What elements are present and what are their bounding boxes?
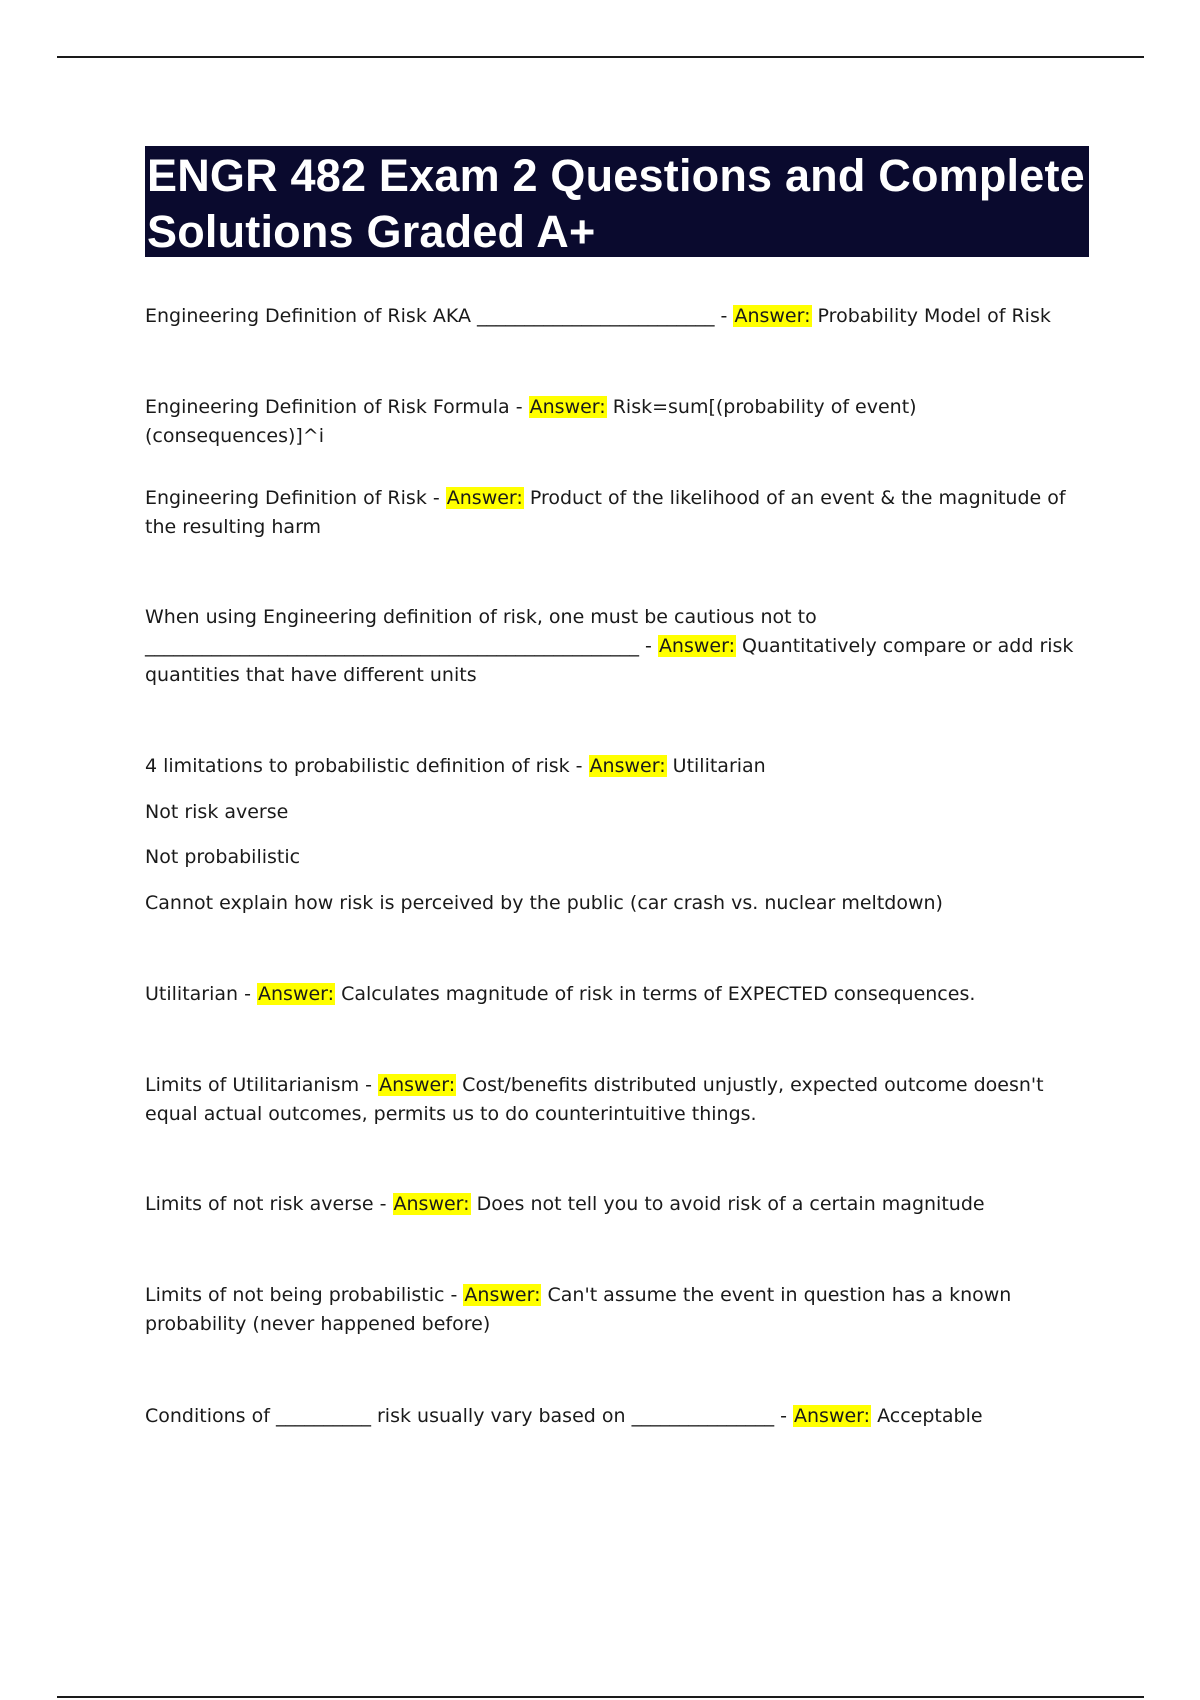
question-text: When using Engineering definition of risk, one must be cautious not to ____________________________________________________ - bbox=[145, 606, 817, 657]
qa-item bbox=[145, 1402, 1085, 1431]
question-text: 4 limitations to probabilistic definition of risk - bbox=[145, 755, 589, 777]
answer-label: Answer: bbox=[393, 1193, 470, 1215]
answer-continuation: Cannot explain how risk is perceived by the public (car crash vs. nuclear meltdown) bbox=[145, 892, 943, 914]
answer-text: Acceptable bbox=[877, 1405, 983, 1427]
qa-item bbox=[145, 1190, 1085, 1219]
answer-text: Probability Model of Risk bbox=[817, 305, 1051, 327]
qa-item bbox=[145, 1071, 1085, 1129]
answer-text: Product of the likelihood of an event & the magnitude of the resulting harm bbox=[145, 487, 1066, 538]
qa-item bbox=[145, 393, 1085, 451]
answer-label: Answer: bbox=[258, 983, 335, 1005]
question-text: Conditions of __________ risk usually vary based on _______________ - bbox=[145, 1405, 794, 1427]
qa-item bbox=[145, 1281, 1085, 1339]
answer-continuation: Not probabilistic bbox=[145, 846, 301, 868]
answer-label: Answer: bbox=[658, 635, 735, 657]
qa-item bbox=[145, 484, 1085, 542]
answer-label: Answer: bbox=[589, 755, 666, 777]
bottom-rule bbox=[57, 1696, 1144, 1698]
answer-label: Answer: bbox=[379, 1074, 456, 1096]
question-text: Engineering Definition of Risk AKA _________________________ - bbox=[145, 305, 734, 327]
question-text: Limits of not being probabilistic - bbox=[145, 1284, 464, 1306]
answer-text: Does not tell you to avoid risk of a certain magnitude bbox=[476, 1193, 985, 1215]
answer-label: Answer: bbox=[794, 1405, 871, 1427]
answer-label: Answer: bbox=[446, 487, 523, 509]
qa-item bbox=[145, 302, 1085, 331]
question-text: Utilitarian - bbox=[145, 983, 257, 1005]
question-text: Limits of not risk averse - bbox=[145, 1193, 393, 1215]
qa-item bbox=[145, 603, 1085, 690]
answer-label: Answer: bbox=[734, 305, 811, 327]
top-rule bbox=[57, 56, 1144, 58]
answer-text: Can't assume the event in question has a known probability (never happened before) bbox=[145, 1284, 1012, 1335]
title-banner bbox=[145, 146, 1089, 257]
question-text: Limits of Utilitarianism - bbox=[145, 1074, 379, 1096]
question-text: Engineering Definition of Risk - bbox=[145, 487, 446, 509]
answer-label: Answer: bbox=[464, 1284, 541, 1306]
answer-text: Quantitatively compare or add risk quantities that have different units bbox=[145, 635, 1074, 686]
qa-item bbox=[145, 980, 1085, 1009]
answer-label: Answer: bbox=[529, 396, 606, 418]
answer-text: Cost/benefits distributed unjustly, expected outcome doesn't equal actual outcomes, permits us to do counterintuitive things. bbox=[145, 1074, 1044, 1125]
answer-text: Utilitarian bbox=[672, 755, 766, 777]
answer-text: Calculates magnitude of risk in terms of EXPECTED consequences. bbox=[341, 983, 976, 1005]
question-text: Engineering Definition of Risk Formula - bbox=[145, 396, 529, 418]
answer-text: Risk=sum[(probability of event)(consequences)]^i bbox=[145, 396, 917, 447]
document-title: ENGR 482 Exam 2 Questions and Complete Solutions Graded A+ bbox=[147, 150, 1085, 257]
qa-item bbox=[145, 752, 1085, 781]
answer-continuation: Not risk averse bbox=[145, 801, 289, 823]
